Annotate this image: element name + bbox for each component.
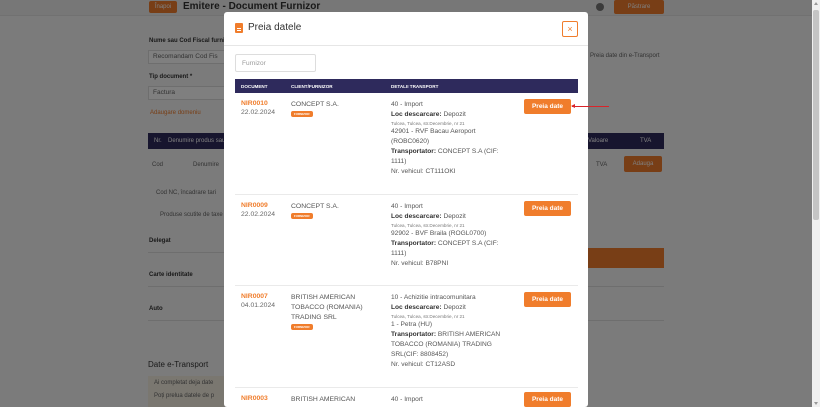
transportator-line: 1111) — [391, 158, 407, 165]
vehicle-number: Nr. vehicul: CT12ASD — [391, 361, 456, 368]
operation-type: 10 - Achizitie intracomunitara — [391, 294, 476, 301]
document-date: 22.02.2024 — [241, 109, 276, 116]
document-date: 22.02.2024 — [241, 211, 276, 218]
loc-label: Loc descarcare: — [391, 304, 442, 311]
address: Tulcea, Tulcea, str.Decembrie, nr 21 — [391, 314, 465, 319]
table-row — [235, 196, 578, 286]
client-name: BRITISH AMERICAN — [291, 396, 356, 403]
preia-datele-modal — [224, 12, 588, 407]
document-number[interactable]: NIR0010 — [241, 100, 268, 107]
transportator-line: CONCEPT S.A (CIF: — [437, 240, 499, 247]
furnizor-search-input[interactable] — [235, 54, 316, 72]
transportator-label: Transportator: — [391, 148, 437, 155]
transportator-line: SRL(CIF: 8808452) — [391, 351, 449, 358]
client-name: CONCEPT S.A. — [291, 101, 339, 108]
table-row — [235, 287, 578, 388]
preia-date-button[interactable]: Preia date — [524, 292, 571, 307]
col-detalii-transport: DETALII TRANSPORT — [391, 84, 439, 89]
preia-date-button[interactable]: Preia date — [524, 392, 571, 407]
address: Tulcea, Tulcea, str.Decembrie, nr 21 — [391, 121, 465, 126]
loc-label: Loc descarcare: — [391, 213, 442, 220]
document-number[interactable]: NIR0003 — [241, 395, 268, 402]
transport-details — [391, 100, 521, 177]
document-number[interactable]: NIR0007 — [241, 293, 268, 300]
col-document: DOCUMENT — [241, 84, 268, 89]
client-name: BRITISH AMERICAN — [291, 294, 356, 301]
loc-value: Depozit — [443, 111, 466, 118]
location-line: 92902 - BVF Braila (ROGL0700) — [391, 230, 487, 237]
vehicle-number: Nr. vehicul: CT111OKI — [391, 168, 456, 175]
modal-header — [224, 12, 588, 46]
loc-label: Loc descarcare: — [391, 111, 442, 118]
preia-date-button[interactable]: Preia date — [524, 99, 571, 114]
modal-title: Preia datele — [248, 22, 302, 33]
page-scrollbar[interactable] — [812, 0, 820, 407]
location-line: 1 - Petra (HU) — [391, 321, 433, 328]
furnizor-badge: FURNIZOR — [291, 213, 313, 219]
document-icon — [235, 23, 243, 33]
table-header — [235, 79, 578, 93]
furnizor-badge: FURNIZOR — [291, 324, 313, 330]
address: Tulcea, Tulcea, str.Decembrie, nr 21 — [391, 223, 465, 228]
transportator-line: BRITISH AMERICAN — [437, 331, 501, 338]
client-name: TRADING SRL — [291, 314, 337, 321]
transportator-label: Transportator: — [391, 331, 437, 338]
operation-type: 40 - Import — [391, 101, 423, 108]
document-number[interactable]: NIR0009 — [241, 202, 268, 209]
operation-type: 40 - Import — [391, 396, 423, 403]
scrollbar-thumb[interactable] — [813, 10, 819, 220]
loc-value: Depozit — [443, 213, 466, 220]
transport-details — [391, 293, 521, 370]
operation-type: 40 - Import — [391, 203, 423, 210]
table-row — [235, 389, 578, 407]
annotation-arrow — [572, 106, 609, 107]
scroll-up-arrow[interactable] — [814, 2, 818, 5]
furnizor-badge: FURNIZOR — [291, 111, 313, 117]
transportator-line: CONCEPT S.A (CIF: — [437, 148, 499, 155]
transport-details — [391, 202, 521, 269]
client-name: TOBACCO (ROMANIA) — [291, 304, 363, 311]
transport-details — [391, 395, 521, 405]
transportator-line: TOBACCO (ROMANIA) TRADING — [391, 341, 492, 348]
scroll-down-arrow[interactable] — [814, 402, 818, 405]
document-date: 04.01.2024 — [241, 302, 276, 309]
transportator-line: 1111) — [391, 250, 407, 257]
preia-date-button[interactable]: Preia date — [524, 201, 571, 216]
vehicle-number: Nr. vehicul: B78PNI — [391, 260, 449, 267]
loc-value: Depozit — [443, 304, 466, 311]
location-line: 42901 - RVF Bacau Aeroport — [391, 128, 476, 135]
table-row — [235, 94, 578, 195]
transportator-label: Transportator: — [391, 240, 437, 247]
client-name: CONCEPT S.A. — [291, 203, 339, 210]
col-client-furnizor: CLIENT/FURNIZOR — [291, 84, 333, 89]
location-line: (ROBC0620) — [391, 138, 430, 145]
close-button[interactable]: × — [562, 21, 578, 37]
